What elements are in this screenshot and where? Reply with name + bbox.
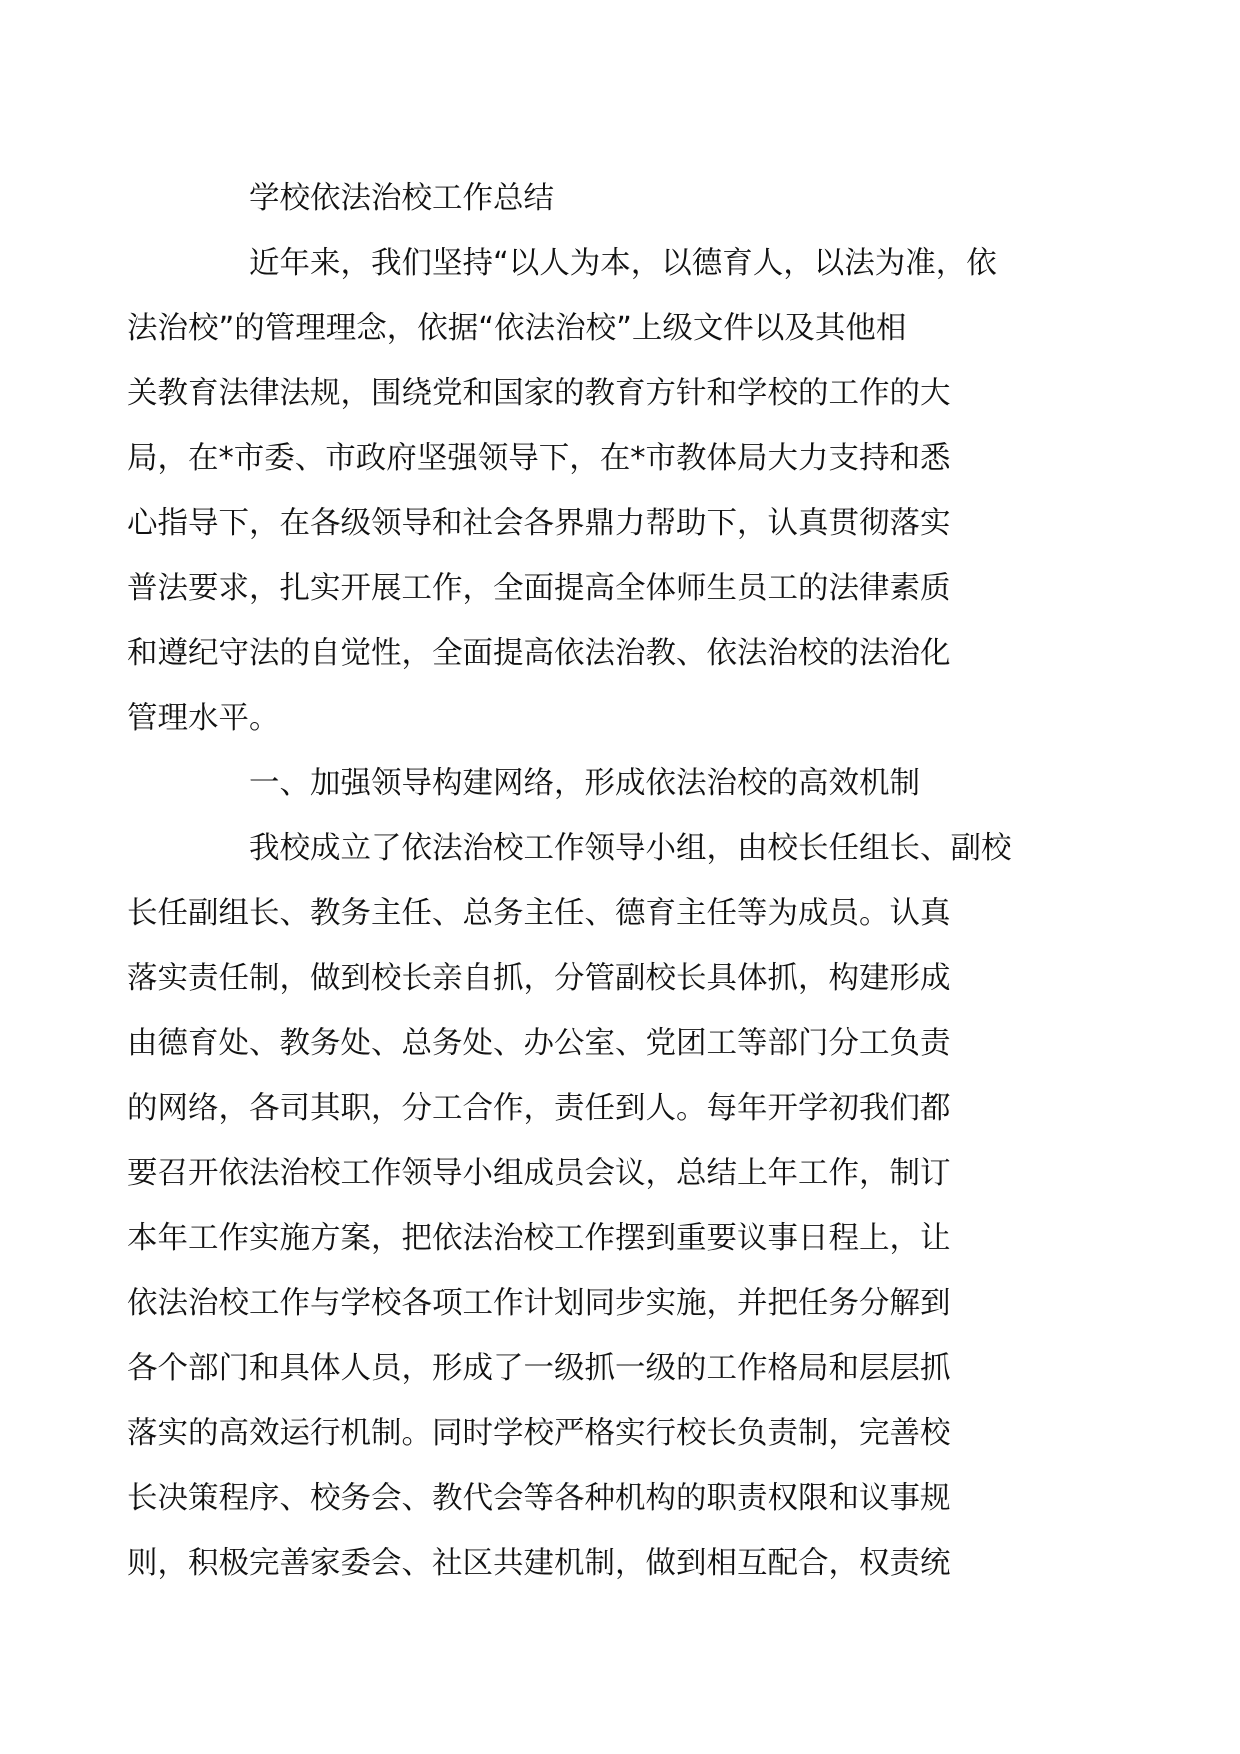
intro-line: 近年来，我们坚持“以人为本，以德育人，以法为准，依 <box>249 246 997 281</box>
document-title <box>188 166 1058 231</box>
section1-line: 长决策程序、校务会、教代会等各种机构的职责权限和议事规 <box>127 1481 951 1516</box>
section-heading-line: 一、加强领导构建网络，形成依法治校的高效机制 <box>249 766 920 801</box>
section1-line: 落实责任制，做到校长亲自抓，分管副校长具体抓，构建形成 <box>127 961 951 996</box>
section1-line: 的网络，各司其职，分工合作，责任到人。每年开学初我们都 <box>127 1091 951 1126</box>
section1-heading <box>188 751 1058 816</box>
intro-line: 和遵纪守法的自觉性，全面提高依法治教、依法治校的法治化 <box>127 636 951 671</box>
section1-line: 各个部门和具体人员，形成了一级抓一级的工作格局和层层抓 <box>127 1351 951 1386</box>
title-line: 学校依法治校工作总结 <box>249 181 554 216</box>
intro-line: 心指导下，在各级领导和社会各界鼎力帮助下，认真贯彻落实 <box>127 506 951 541</box>
document-body <box>127 166 1058 1596</box>
section1-line: 要召开依法治校工作领导小组成员会议，总结上年工作，制订 <box>127 1156 951 1191</box>
intro-line: 管理水平。 <box>127 701 280 736</box>
intro-line: 关教育法律法规，围绕党和国家的教育方针和学校的工作的大 <box>127 376 951 411</box>
section1-line: 本年工作实施方案，把依法治校工作摆到重要议事日程上，让 <box>127 1221 951 1256</box>
section1-line: 依法治校工作与学校各项工作计划同步实施，并把任务分解到 <box>127 1286 951 1321</box>
intro-paragraph <box>127 231 1058 751</box>
section1-line: 则，积极完善家委会、社区共建机制，做到相互配合，权责统 <box>127 1546 951 1581</box>
intro-line: 局，在*市委、市政府坚强领导下，在*市教体局大力支持和悉 <box>127 441 951 476</box>
intro-line: 普法要求，扎实开展工作，全面提高全体师生员工的法律素质 <box>127 571 951 606</box>
intro-line: 法治校”的管理理念，依据“依法治校”上级文件以及其他相 <box>127 311 907 346</box>
section1-line: 由德育处、教务处、总务处、办公室、党团工等部门分工负责 <box>127 1026 951 1061</box>
section1-line: 我校成立了依法治校工作领导小组，由校长任组长、副校 <box>249 831 1012 866</box>
section1-paragraph <box>127 816 1058 1596</box>
section1-line: 长任副组长、教务主任、总务主任、德育主任等为成员。认真 <box>127 896 951 931</box>
section1-line: 落实的高效运行机制。同时学校严格实行校长负责制，完善校 <box>127 1416 951 1451</box>
